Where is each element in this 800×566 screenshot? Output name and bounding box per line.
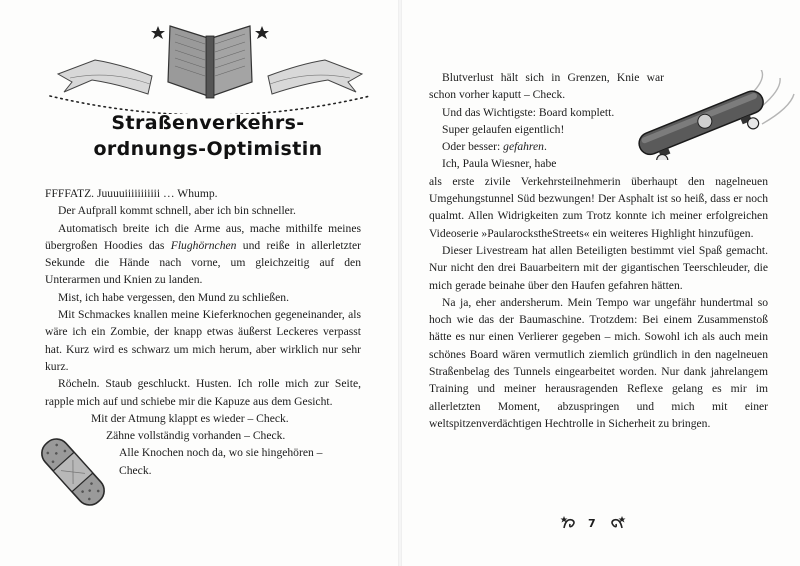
right-page: [402, 0, 800, 566]
paragraph-automatisch-end: und reiße in allerletzter Sekunde die Hände nach vorne, um gleichzeitig auf den Unterarmen und Knien zu landen.: [45, 238, 361, 287]
chapter-title-line-2: ordnungs-Optimistin: [93, 138, 323, 160]
page-number-folio: [554, 512, 634, 536]
page-number: 7: [588, 517, 596, 530]
chapter-title: [60, 110, 356, 162]
paragraph-aufprall: Der Aufprall kommt schnell, aber ich bin schneller.: [58, 204, 296, 218]
left-page: [0, 0, 398, 566]
checklist-item-knochen-end: Check.: [119, 463, 152, 477]
paragraph-schmackes: Mit Schmackes knallen meine Kieferknochen gegeneinander, als wäre ich ein Zombie, der knapp etwas äußerst Leckeres verpasst hat. Kurz wird es schwarz um mich herum, aber wirklich nur sehr kurz.: [45, 308, 361, 373]
paragraph-blutverlust: Blutverlust hält sich in Grenzen, Knie war schon vorher kaputt – Check.: [429, 71, 664, 102]
paragraph-na-ja: Na ja, eher andersherum. Mein Tempo war ungefähr hundertmal so hoch wie das der Baumaschine. Trotzdem: Bei einem Zusammenstoß hätte es nur einen Verlierer gegeben – mich. Sowohl ich als auch mein schönes Board wären vermutlich ziemlich gründlich in den nagelneuen Straßenbelag des Tunnels eingearbeitet worden. Nur dank jahrelangem Training und meiner herausragenden Reflexe gelang es mir im allerletzten Moment, abzuspringen und mich mit einer weltspitzenverdächtigen Hechtrolle in Sicherheit zu bringen.: [429, 295, 768, 430]
oder-besser-label: Oder besser:: [442, 140, 504, 154]
paragraph-opening: FFFFATZ. Juuuuiiiiiiiiiii … Whump.: [45, 187, 218, 200]
paragraph-mist: Mist, ich habe vergessen, den Mund zu schließen.: [58, 290, 289, 304]
paragraph-verkehrsteilnehmerin: als erste zivile Verkehrsteilnehmerin überhaupt den nagelneuen Umgehungstunnel Süd bezwungen! Der Asphalt ist so heiß, dass er noch qualmt. Allen Widrigkeiten zum Trotz konnte ich meiner erfolgreichen Videoserie »PaularockstheStreets« ein weiteres Highlight hinzufügen.: [429, 174, 768, 240]
paragraph-automatisch-start: Automatisch breite ich die Arme aus, mache mithilfe meines übergroßen Hoodies das: [45, 221, 361, 252]
bandage-icon: [28, 428, 118, 516]
paragraph-oder-besser: [402, 138, 664, 155]
checklist-item-zaehne: Zähne vollständig vorhanden – Check.: [106, 429, 286, 443]
checklist-item-atmung: Mit der Atmung klappt es wieder – Check.: [91, 411, 289, 425]
chapter-title-line-1: Straßenverkehrs-: [111, 112, 305, 134]
paragraph-board-komplett: Und das Wichtigste: Board komplett.: [442, 105, 615, 119]
book-banner-ornament-icon: [40, 4, 380, 114]
gefahren-term: gefahren: [503, 140, 544, 154]
oder-besser-end: .: [543, 140, 547, 154]
flourish-right-icon: [604, 512, 626, 534]
paragraph-super-gelaufen: Super gelaufen eigentlich!: [442, 122, 565, 136]
paragraph-automatisch: [45, 220, 361, 289]
right-body-text: [402, 69, 800, 432]
paragraph-livestream: Dieser Livestream hat allen Beteiligten bestimmt viel Spaß gemacht. Nur nicht den drei Bauarbeitern mit der gigantischen Teerschleuder, die mich gerade beinahe über den Haufen gefahren hätten.: [429, 243, 768, 292]
checklist-item-knochen: Alle Knochen noch da, wo sie hingehören –: [119, 446, 323, 460]
flughoernchen-term: Flughörnchen: [170, 238, 237, 252]
flourish-left-icon: [560, 512, 582, 534]
paragraph-roecheln: Röcheln. Staub geschluckt. Husten. Ich rolle mich zur Seite, rapple mich auf und schiebe mir die Kapuze aus dem Gesicht.: [45, 377, 361, 408]
paragraph-paula-wiesner: Ich, Paula Wiesner, habe: [442, 157, 557, 171]
